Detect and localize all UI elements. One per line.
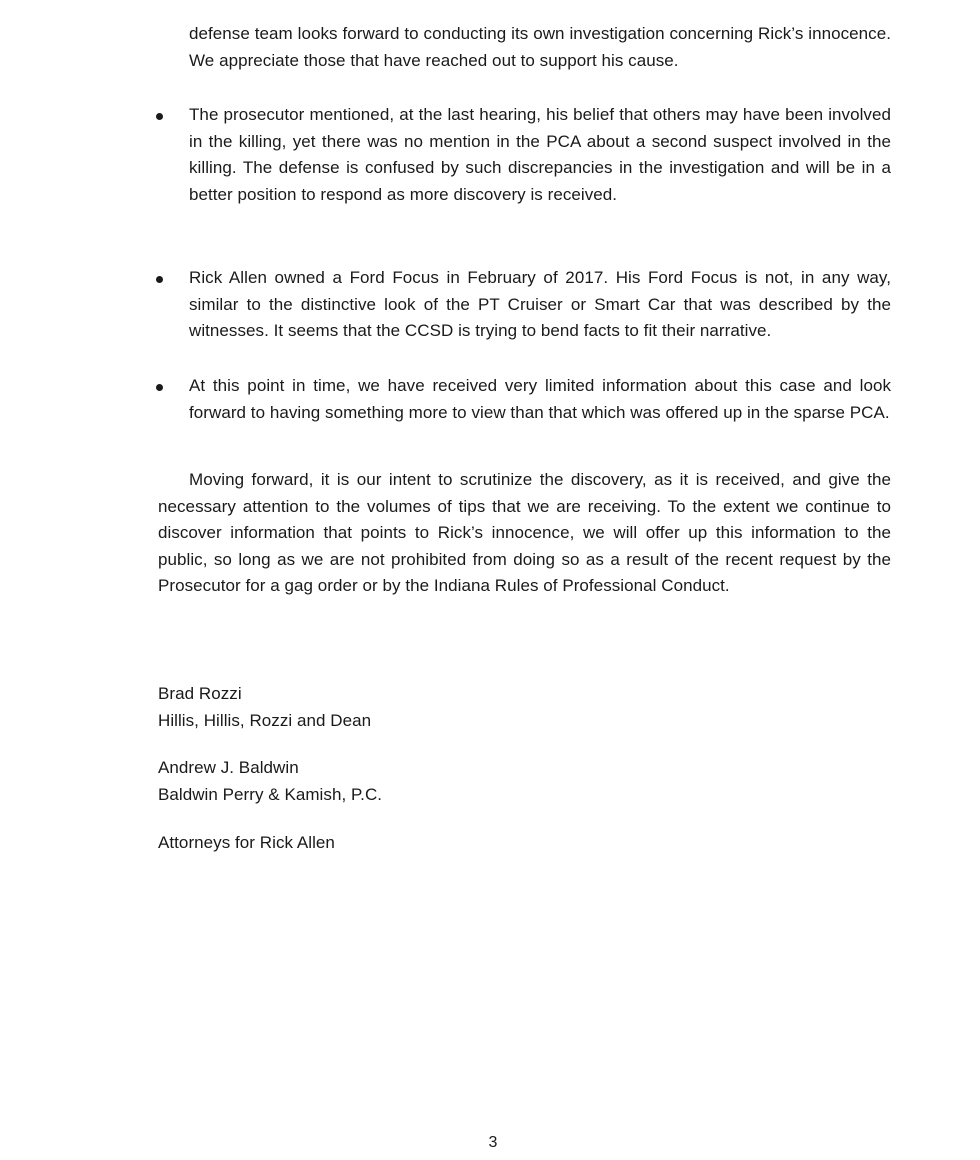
signatory-firm: Hillis, Hillis, Rozzi and Dean: [158, 710, 372, 730]
attorneys-line: Attorneys for Rick Allen: [158, 833, 335, 852]
bullet-text: Rick Allen owned a Ford Focus in February of 2017. His Ford Focus is not, in any way, similar to the distinctive look of the PT Cruiser or Smart Car that was described by the witnesses. It seems that the CCSD is trying to bend facts to fit their narrative.: [189, 268, 891, 340]
bullet-dot-icon: [156, 384, 163, 391]
signatory-name: Andrew J. Baldwin: [158, 758, 299, 777]
signatory-firm: Baldwin Perry & Kamish, P.C.: [158, 784, 383, 804]
bullet-text: At this point in time, we have received very limited information about this case and look forward to having something more to view than that which was offered up in the sparse PCA.: [189, 376, 891, 422]
bullet-dot-icon: [156, 276, 163, 283]
page-number: 3: [488, 1134, 498, 1151]
signature-block: [158, 755, 382, 808]
bullet-dot-icon: [156, 113, 163, 120]
bullet-text: The prosecutor mentioned, at the last hearing, his belief that others may have been involved in the killing, yet there was no mention in the PCA about a second suspect involved in the killing. The defense is confused by such discrepancies in the investigation and will be in a better position to respond as more discovery is received.: [189, 105, 891, 204]
closing-paragraph: Moving forward, it is our intent to scrutinize the discovery, as it is received, and give the necessary attention to the volumes of tips that we are receiving. To the extent we continue to discover information that points to Rick’s innocence, we will offer up this information to the public, so long as we are not prohibited from doing so as a result of the recent request by the Prosecutor for a gag order or by the Indiana Rules of Professional Conduct.: [158, 470, 891, 595]
continuation-paragraph: defense team looks forward to conducting its own investigation concerning Rick’s innocence. We appreciate those that have reached out to support his cause.: [189, 24, 891, 70]
signature-block: [158, 681, 371, 734]
signatory-name: Brad Rozzi: [158, 684, 242, 703]
